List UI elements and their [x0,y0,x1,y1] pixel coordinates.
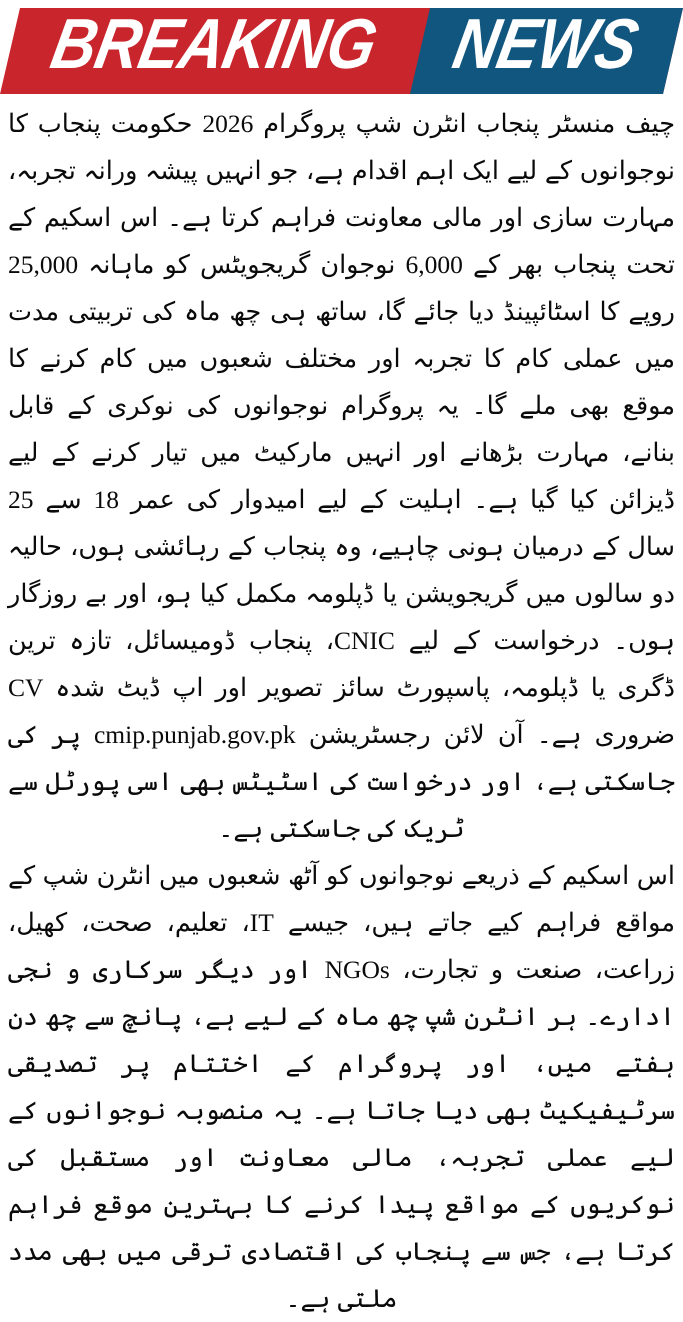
breaking-news-banner [0,4,683,94]
banner-word-breaking: BREAKING [45,4,384,84]
banner-blue-panel [410,4,683,94]
article-paragraph-2: اس اسکیم کے ذریعے نوجوانوں کو آٹھ شعبوں میں انٹرن شپ کے مواقع فراہم کیے جاتے ہیں، جیسے IT، تعلیم، صحت، کھیل، زراعت، صنعت و تجارت، NGOs اور دیگر سرکاری و نجی ادارے۔ ہر انٹرن شپ چھ ماہ کے لیے ہے، پانچ سے چھ دن ہفتے میں، اور پروگرام کے اختتام پر تصدیقی سرٹیفیکیٹ بھی دیا جاتا ہے۔ یہ منصوبہ نوجوانوں کے لیے عملی تجربہ، مالی معاونت اور مستقبل کی نوکریوں کے مواقع پیدا کرنے کا بہترین موقع فراہم کرتا ہے، جس سے پنجاب کی اقتصادی ترقی میں بھی مدد ملتی ہے۔ [8,861,675,1313]
article-body [0,100,683,1322]
article-paragraph-1: چیف منسٹر پنجاب انٹرن شپ پروگرام 2026 حکومت پنجاب کا نوجوانوں کے لیے ایک اہم اقدام ہے، جو انہیں پیشہ ورانہ تجربہ، مہارت سازی اور مالی معاونت فراہم کرتا ہے۔ اس اسکیم کے تحت پنجاب بھر کے 6,000 نوجوان گریجویٹس کو ماہانہ 25,000 روپے کا اسٹائپینڈ دیا جائے گا، ساتھ ہی چھ ماہ کی تربیتی مدت میں عملی کام کا تجربہ اور مختلف شعبوں میں کام کرنے کا موقع بھی ملے گا۔ یہ پروگرام نوجوانوں کی نوکری کے قابل بنانے، مہارت بڑھانے اور انہیں مارکیٹ میں تیار کرنے کے لیے ڈیزائن کیا گیا ہے۔ اہلیت کے لیے امیدوار کی عمر 18 سے 25 سال کے درمیان ہونی چاہیے، وہ پنجاب کے رہائشی ہوں، حالیہ دو سالوں میں گریجویشن یا ڈپلومہ مکمل کیا ہو، اور بے روزگار ہوں۔ درخواست کے لیے CNIC، پنجاب ڈومیسائل، تازہ ترین ڈگری یا ڈپلومہ، پاسپورٹ سائز تصویر اور اپ ڈیٹ شدہ CV ضروری ہے۔ آن لائن رجسٹریشن cmip.punjab.gov.pk پر کی جاسکتی ہے، اور درخواست کی اسٹیٹس بھی اسی پورٹل سے ٹریک کی جاسکتی ہے۔ [8,109,676,843]
banner-word-news: NEWS [447,4,645,84]
banner-background-shape [0,4,683,94]
